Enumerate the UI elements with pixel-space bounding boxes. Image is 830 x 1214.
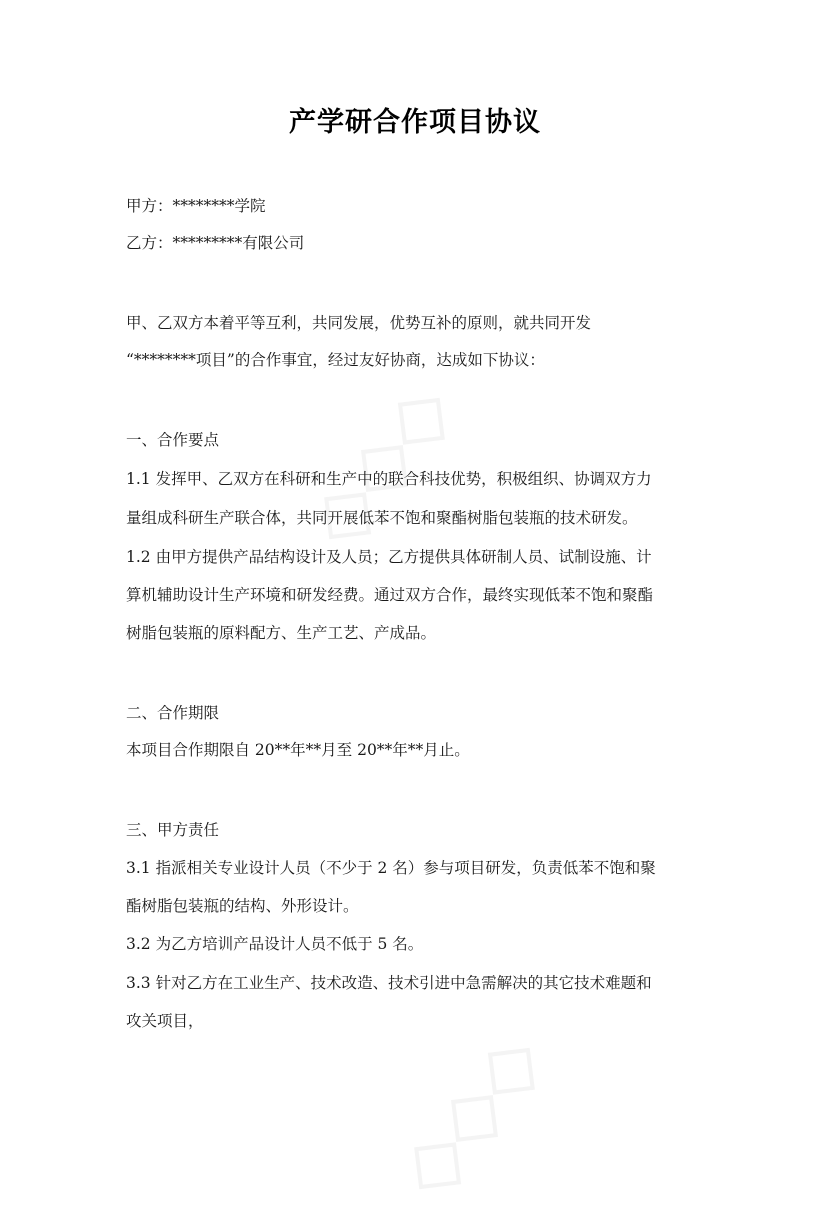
paragraph-line: 1.2 由甲方提供产品结构设计及人员；乙方提供具体研制人员、试制设施、计 <box>126 548 652 566</box>
paragraph-line: 3.2 为乙方培训产品设计人员不低于 5 名。 <box>126 935 424 953</box>
document-title: 产学研合作项目协议 <box>289 107 541 138</box>
watermark <box>289 366 471 563</box>
paragraph-line: 量组成科研生产联合体，共同开展低苯不饱和聚酯树脂包装瓶的技术研发。 <box>126 509 638 527</box>
intro-line: “********项目”的合作事宜，经过友好协商，达成如下协议： <box>126 351 545 369</box>
watermark <box>379 1016 561 1213</box>
paragraph-line: 算机辅助设计生产环境和研发经费。通过双方合作，最终实现低苯不饱和聚酯 <box>126 586 654 604</box>
paragraph-line: 本项目合作期限自 20**年**月至 20**年**月止。 <box>126 741 470 759</box>
section-heading: 三、甲方责任 <box>126 821 220 839</box>
party-a: 甲方：********学院 <box>126 197 266 215</box>
paragraph-line: 树脂包装瓶的原料配方、生产工艺、产成品。 <box>126 624 437 642</box>
paragraph-line: 酯树脂包装瓶的结构、外形设计。 <box>126 897 359 915</box>
paragraph-line: 攻关项目， <box>126 1012 204 1030</box>
party-b: 乙方：*********有限公司 <box>126 234 305 252</box>
intro-line: 甲、乙双方本着平等互利，共同发展，优势互补的原则，就共同开发 <box>126 314 592 332</box>
section-heading: 一、合作要点 <box>126 431 220 449</box>
paragraph-line: 1.1 发挥甲、乙双方在科研和生产中的联合科技优势，积极组织、协调双方力 <box>126 470 652 488</box>
paragraph-line: 3.3 针对乙方在工业生产、技术改造、技术引进中急需解决的其它技术难题和 <box>126 974 652 992</box>
paragraph-line: 3.1 指派相关专业设计人员（不少于 2 名）参与项目研发，负责低苯不饱和聚 <box>126 859 656 877</box>
section-heading: 二、合作期限 <box>126 704 220 722</box>
